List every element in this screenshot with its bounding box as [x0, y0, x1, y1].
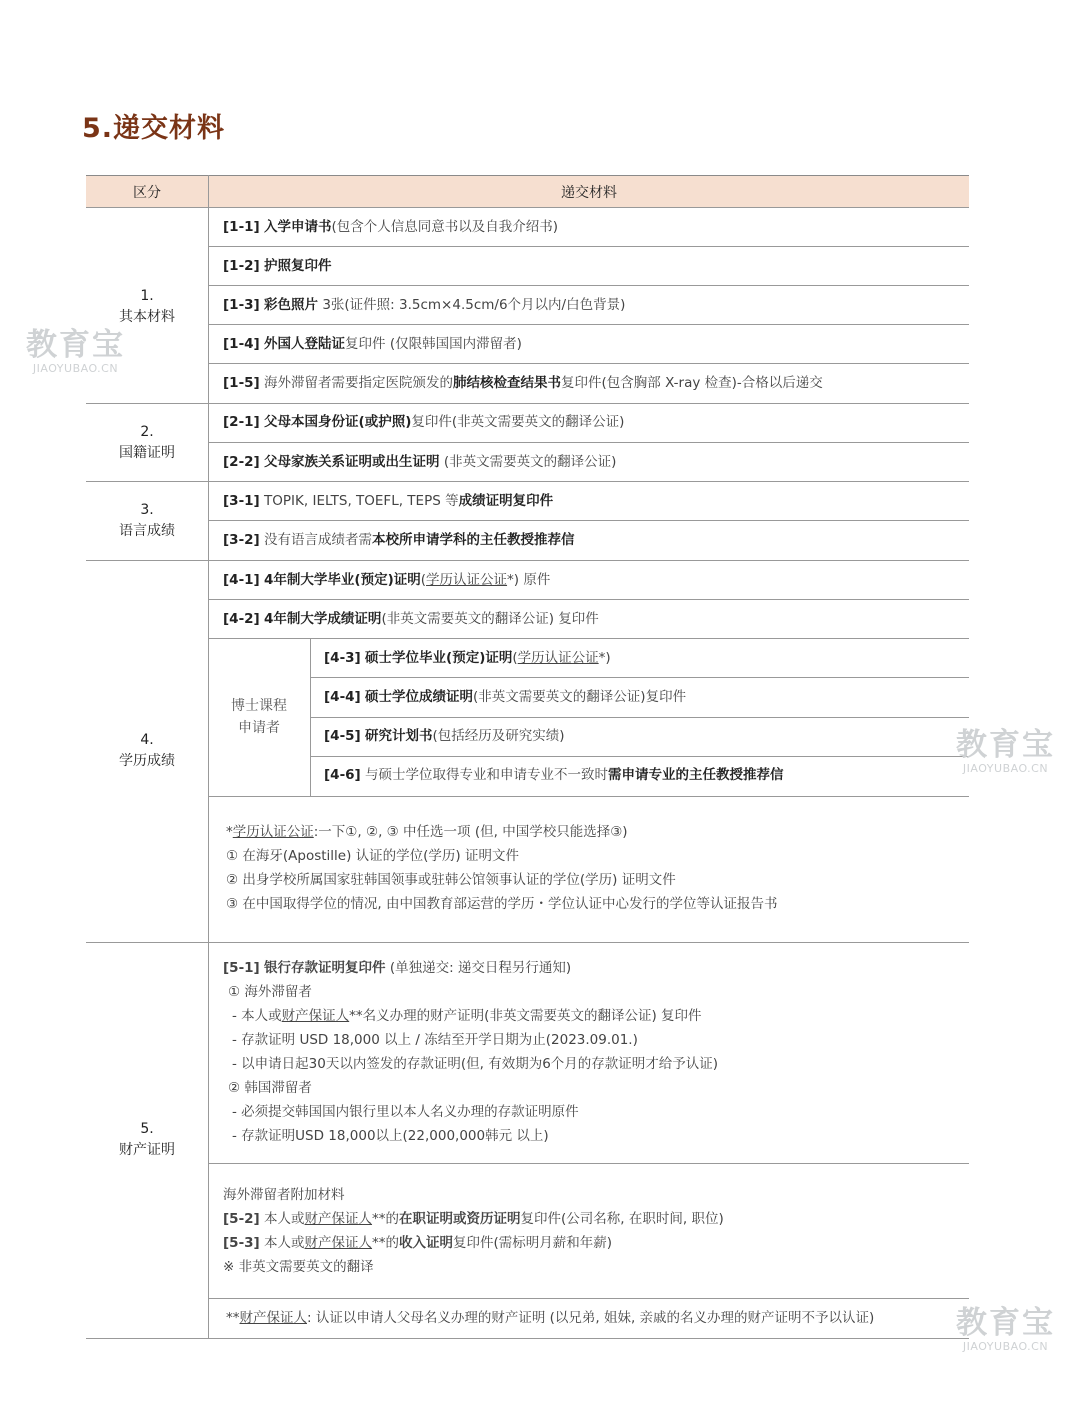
section-label-language: [86, 500, 208, 542]
watermark-url: JIAOYUBAO.CN: [962, 1340, 1049, 1353]
watermark-url: JIAOYUBAO.CN: [32, 362, 119, 375]
divider: [208, 1298, 969, 1299]
divider: [208, 1163, 969, 1164]
subsection-line: 博士课程: [231, 698, 287, 714]
list-item: [223, 453, 616, 471]
note-text: - 本人或: [232, 1008, 282, 1024]
note-text: **的: [372, 1211, 400, 1227]
note-text: **的: [372, 1235, 400, 1251]
item-title: 入学申请书: [264, 219, 332, 235]
list-item: [324, 649, 611, 667]
item-title: 硕士学位成绩证明: [365, 689, 474, 705]
list-item: [324, 766, 784, 784]
paren: (: [512, 650, 518, 666]
divider: [208, 599, 969, 600]
item-detail: (非英文需要英文的翻译公证): [439, 454, 617, 470]
note-line: - 以申请日起30天以内签发的存款证明(但, 有效期为6个月的存款证明才给予认证): [232, 1056, 719, 1072]
item-prefix: 海外滞留者需要指定医院颁发的: [264, 375, 454, 391]
divider: [86, 481, 969, 482]
item-code: [1-3]: [223, 297, 260, 313]
item-title: 4年制大学成绩证明: [264, 611, 382, 627]
list-item: [223, 218, 558, 236]
divider: [208, 638, 969, 639]
item-title: 收入证明: [399, 1235, 454, 1251]
section-number: 5.: [140, 1121, 154, 1137]
item-code: [4-1]: [223, 572, 260, 588]
item-detail: (包括经历及研究实绩): [432, 728, 565, 744]
certification-link: 学历认证公证: [517, 650, 599, 666]
note-line: - 必须提交韩国国内银行里以本人名义办理的存款证明原件: [232, 1104, 579, 1120]
section-number: 3.: [140, 502, 154, 518]
list-item: [223, 492, 553, 510]
item-code: [1-1]: [223, 219, 260, 235]
guarantor-footnote: [226, 1306, 874, 1330]
item-prefix: TOPIK, IELTS, TOEFL, TEPS 等: [264, 493, 459, 509]
note-line: [226, 820, 777, 844]
list-item: [223, 531, 575, 549]
divider: [86, 560, 969, 561]
section-number: 1.: [140, 288, 154, 304]
watermark-url: JIAOYUBAO.CN: [962, 762, 1049, 775]
divider: [86, 1338, 969, 1339]
list-item: [223, 571, 550, 589]
note-text: 本人或: [259, 1211, 305, 1227]
guarantor-link: 财产保证人: [281, 1008, 350, 1024]
divider: [208, 285, 969, 286]
note-line: ① 在海牙(Apostille) 认证的学位(学历) 证明文件: [226, 848, 519, 864]
item-title: 肺结核检查结果书: [453, 375, 562, 391]
divider: [86, 207, 969, 208]
item-code: [4-4]: [324, 689, 361, 705]
section-name: 学历成绩: [119, 753, 175, 769]
item-title: 成绩证明复印件: [458, 493, 554, 509]
item-code: [4-5]: [324, 728, 361, 744]
list-item: [324, 688, 686, 706]
certification-note: [226, 820, 777, 916]
item-code: [5-1]: [223, 960, 260, 976]
page-title: 5.递交材料: [82, 113, 226, 144]
divider: [208, 520, 969, 521]
item-title: 在职证明或资历证明: [399, 1211, 521, 1227]
divider: [208, 442, 969, 443]
note-line: - 存款证明USD 18,000以上(22,000,000韩元 以上): [232, 1128, 549, 1144]
divider: [310, 717, 969, 718]
watermark-text: 教育宝: [956, 1305, 1055, 1341]
divider: [86, 403, 969, 404]
note-text: :一下①, ②, ③ 中任选一项 (但, 中国学校只能选择③): [313, 824, 628, 840]
watermark-logo: [948, 1306, 1063, 1353]
watermark-text: 教育宝: [26, 327, 125, 363]
certification-link: 学历认证公证: [232, 824, 314, 840]
item-code: [4-2]: [223, 611, 260, 627]
item-title: 需申请专业的主任教授推荐信: [608, 767, 784, 783]
note-line: 海外滞留者附加材料: [223, 1187, 345, 1203]
section-name: 国籍证明: [119, 445, 175, 461]
divider: [208, 246, 969, 247]
item-detail: (非英文需要英文的翻译公证)复印件: [473, 689, 687, 705]
subsection-line: 申请者: [238, 720, 280, 736]
item-title: 外国人登陆证: [264, 336, 346, 352]
item-code: [5-2]: [223, 1211, 260, 1227]
note-text: 复印件(需标明月薪和年薪): [453, 1235, 613, 1251]
note-line: ※ 非英文需要英文的翻译: [223, 1259, 374, 1275]
item-code: [5-3]: [223, 1235, 260, 1251]
watermark-logo: [948, 728, 1063, 775]
item-code: [1-4]: [223, 336, 260, 352]
list-item: [223, 413, 624, 431]
asterisk: **: [226, 1310, 240, 1326]
note-text: 复印件(公司名称, 在职时间, 职位): [520, 1211, 724, 1227]
table-header-materials: 递交材料: [209, 175, 969, 208]
item-code: [1-2]: [223, 258, 260, 274]
divider: [208, 796, 969, 797]
note-line: [223, 1231, 724, 1255]
note-line: ② 出身学校所属国家驻韩国领事或驻韩公馆领事认证的学位(学历) 证明文件: [226, 872, 676, 888]
section-number: 2.: [140, 424, 154, 440]
item-title: 研究计划书: [365, 728, 433, 744]
item-detail: 3张(证件照: 3.5cm×4.5cm/6个月以内/白色背景): [318, 297, 626, 313]
item-title: 硕士学位毕业(预定)证明: [365, 650, 513, 666]
item-detail: 复印件 (仅限韩国国内滞留者): [345, 336, 522, 352]
note-line: [223, 956, 718, 980]
note-line: ③ 在中国取得学位的情况, 由中国教育部运营的学历・学位认证中心发行的学位等认证报告书: [226, 896, 778, 912]
item-title: 本校所申请学科的主任教授推荐信: [372, 532, 575, 548]
divider: [208, 363, 969, 364]
section-label-nationality: [86, 422, 208, 464]
item-code: [1-5]: [223, 375, 260, 391]
item-code: [2-2]: [223, 454, 260, 470]
watermark-text: 教育宝: [956, 727, 1055, 763]
item-detail: 复印件(包含胸部 X-ray 检查)-合格以后递交: [561, 375, 823, 391]
note-line: - 存款证明 USD 18,000 以上 / 冻结至开学日期为止(2023.09.01.): [232, 1032, 638, 1048]
item-title: 父母本国身份证(或护照): [264, 414, 412, 430]
list-item: [223, 296, 625, 314]
item-detail: *) 原件: [507, 572, 551, 588]
watermark-logo: [18, 328, 133, 375]
extra-materials-block: [223, 1183, 724, 1279]
section-label-finance: [86, 1119, 208, 1161]
item-detail: 复印件(非英文需要英文的翻译公证): [411, 414, 625, 430]
note-text: : 认证以申请人父母名义办理的财产证明 (以兄弟, 姐妹, 亲戚的名义办理的财产证明不予以认证): [307, 1310, 875, 1326]
guarantor-link: 财产保证人: [304, 1235, 373, 1251]
section-name: 财产证明: [119, 1142, 175, 1158]
certification-link: 学历认证公证: [426, 572, 508, 588]
item-title: 银行存款证明复印件: [264, 960, 386, 976]
item-title: 父母家族关系证明或出生证明: [264, 454, 440, 470]
item-prefix: 与硕士学位取得专业和申请专业不一致时: [365, 767, 609, 783]
divider: [86, 942, 969, 943]
item-detail: (单独递交: 递交日程另行通知): [385, 960, 572, 976]
paren: (: [420, 572, 427, 588]
table-header-category: 区分: [86, 175, 208, 208]
item-code: [4-3]: [324, 650, 361, 666]
note-line: [223, 1004, 718, 1028]
item-code: [3-2]: [223, 532, 260, 548]
note-line: ① 海外滞留者: [228, 984, 312, 1000]
item-detail: (非英文需要英文的翻译公证) 复印件: [381, 611, 599, 627]
section-name: 其本材料: [119, 309, 175, 325]
bank-statement-block: [223, 956, 718, 1148]
guarantor-link: 财产保证人: [304, 1211, 373, 1227]
list-item: [223, 374, 823, 392]
item-code: [4-6]: [324, 767, 361, 783]
note-text: **名义办理的财产证明(非英文需要英文的翻译公证) 复印件: [349, 1008, 702, 1024]
item-code: [2-1]: [223, 414, 260, 430]
item-detail: *): [598, 650, 611, 666]
list-item: [223, 610, 599, 628]
divider: [310, 756, 969, 757]
subsection-label-phd: [210, 695, 308, 739]
item-title: 护照复印件: [264, 258, 332, 274]
list-item: [223, 335, 522, 353]
divider: [310, 677, 969, 678]
note-line: ② 韩国滞留者: [228, 1080, 312, 1096]
section-label-education: [86, 730, 208, 772]
item-title: 4年制大学毕业(预定)证明: [264, 572, 421, 588]
section-number: 4.: [140, 732, 154, 748]
note-text: 本人或: [259, 1235, 305, 1251]
item-detail: (包含个人信息同意书以及自我介绍书): [331, 219, 559, 235]
asterisk: *: [226, 824, 233, 840]
section-label-basic: [86, 286, 208, 328]
item-prefix: 没有语言成绩者需: [264, 532, 373, 548]
guarantor-link: 财产保证人: [239, 1310, 307, 1326]
divider: [208, 324, 969, 325]
note-line: [223, 1207, 724, 1231]
section-name: 语言成绩: [119, 523, 175, 539]
list-item: [223, 257, 332, 275]
item-title: 彩色照片: [264, 297, 319, 313]
item-code: [3-1]: [223, 493, 260, 509]
list-item: [324, 727, 565, 745]
